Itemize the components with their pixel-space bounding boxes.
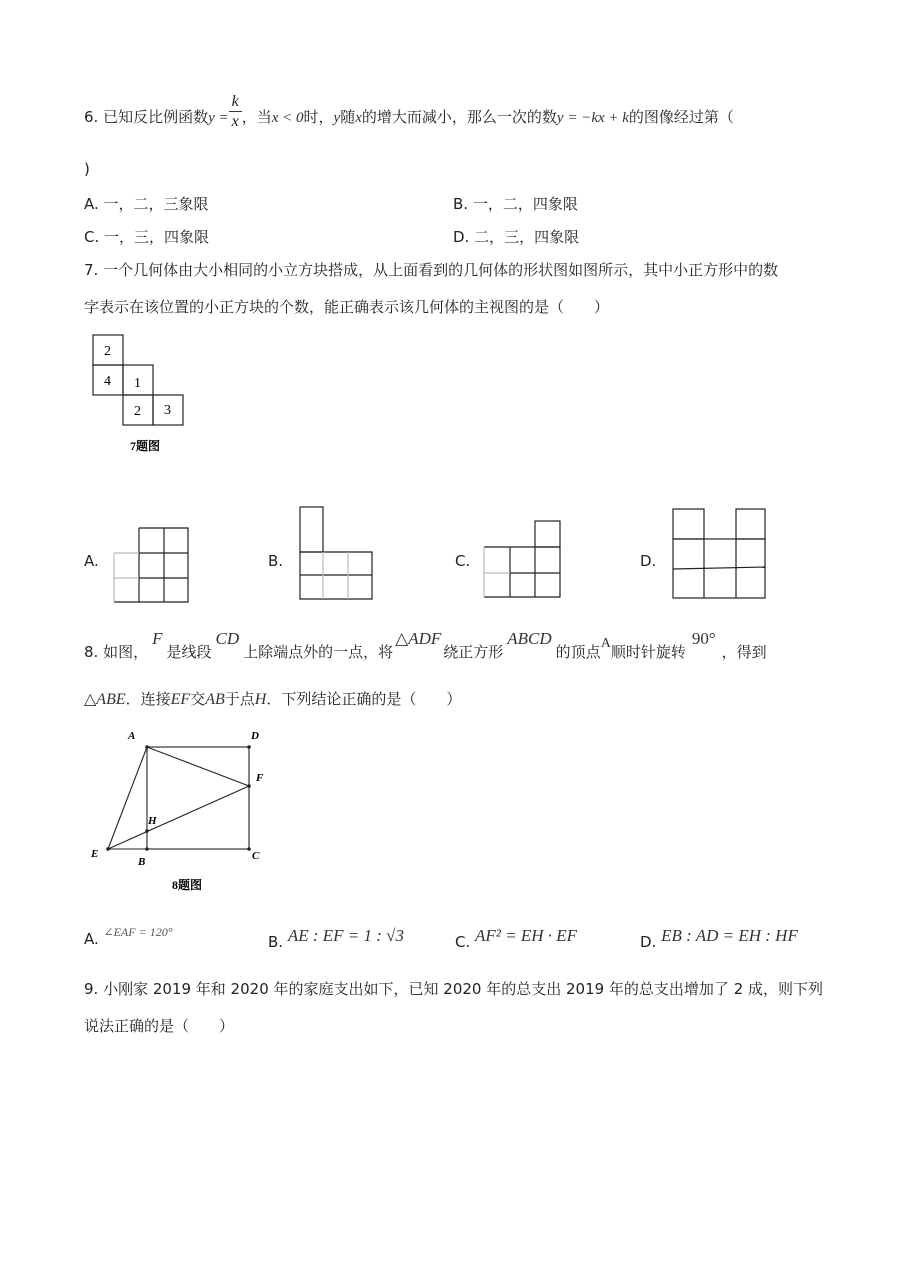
q6-text-5: 的图像经过第（	[628, 108, 734, 127]
q8-triangle-adf: △ADF	[395, 629, 442, 648]
q6-func-lhs: y =	[208, 110, 229, 127]
q8-option-c-expr: AF² = EH · EF	[475, 926, 578, 945]
q6-close-paren: )	[84, 160, 90, 178]
q6-option-a[interactable]: A. 一，二，三象限	[84, 195, 209, 213]
q8-stem-line-2	[84, 688, 461, 709]
q8-segment-ef: EF	[170, 691, 191, 708]
q6-text-2: 时，	[303, 108, 334, 127]
q8-text-1: 是线段	[166, 643, 212, 661]
q8-label-f: F	[256, 772, 264, 784]
q6-fraction-den: x	[231, 113, 239, 131]
q7-option-d-figure[interactable]	[670, 506, 770, 602]
q8-text-2: 上除端点外的一点，将	[243, 643, 394, 661]
q8-option-d-label: D.	[640, 933, 657, 951]
q6-text-1: ，当	[241, 108, 272, 127]
q8-angle-90: 90°	[691, 629, 716, 648]
q6-text-3: 随	[340, 108, 356, 127]
q8-figure-caption: 8题图	[172, 878, 203, 892]
q6-fraction	[229, 92, 242, 131]
q8-label-h: H	[148, 815, 157, 827]
q8-text-6: ，得到	[721, 643, 767, 661]
q8-option-b[interactable]	[268, 926, 405, 951]
q8-option-d[interactable]	[640, 926, 798, 951]
q6-option-d[interactable]: D. 二，三，四象限	[453, 228, 580, 246]
q7-top-view-figure	[80, 330, 200, 460]
q8-option-a-expr: ∠EAF = 120°	[103, 925, 173, 939]
q7-stem-line-1: 7. 一个几何体由大小相同的小立方块搭成，从上面看到的几何体的形状图如图所示，其中小正方形中的数	[84, 261, 779, 279]
q6-stem	[84, 93, 734, 137]
q6-option-b[interactable]: B. 一，二，四象限	[453, 195, 578, 213]
q8-square	[147, 747, 249, 849]
q7-cell-3-value: 1	[134, 376, 141, 391]
q8-option-b-label: B.	[268, 933, 284, 951]
q7-cell-1-value: 2	[104, 344, 111, 359]
q7-stem-line-2: 字表示在该位置的小正方块的个数，能正确表示该几何体的主视图的是（ ）	[84, 298, 610, 316]
q7-option-b-label[interactable]: B.	[268, 552, 284, 570]
q9-stem-line-2: 说法正确的是（ ）	[84, 1017, 235, 1035]
q6-number: 6. 已知反比例函数	[84, 108, 209, 127]
q7-option-a-figure[interactable]	[112, 526, 192, 606]
q8-label-b: B	[138, 856, 146, 868]
q7-option-c-figure[interactable]	[480, 518, 564, 602]
q8-text-8: 交	[190, 690, 206, 708]
q8-option-c-label: C.	[455, 933, 471, 951]
q8-point-h: H	[254, 691, 267, 708]
q7-cell-4-value: 2	[134, 404, 141, 419]
q8-text-9: 于点	[224, 690, 255, 708]
q8-text-3: 绕正方形	[443, 643, 504, 661]
q8-option-a[interactable]	[84, 925, 173, 948]
q7-cell-2-value: 4	[104, 374, 111, 389]
q8-number: 8. 如图，	[84, 643, 149, 661]
q7-option-c-label[interactable]: C.	[455, 552, 471, 570]
q7-option-b-figure[interactable]	[298, 505, 378, 601]
q7-cell-5-value: 3	[164, 403, 171, 418]
q8-text-4: 的顶点	[555, 643, 601, 661]
q6-var-y: y	[333, 110, 341, 127]
q8-text-10: ．下列结论正确的是（ ）	[266, 690, 462, 708]
q6-option-c[interactable]: C. 一，三，四象限	[84, 228, 210, 246]
q8-option-c[interactable]	[455, 926, 578, 951]
q7-option-a-label[interactable]: A.	[84, 552, 99, 570]
q6-fraction-num: k	[229, 92, 242, 112]
q8-label-c: C	[252, 850, 260, 862]
q8-vertex-a: A	[600, 636, 611, 651]
q8-label-d: D	[251, 730, 259, 742]
q6-var-x: x	[355, 110, 362, 127]
q6-condition: x < 0	[271, 110, 304, 127]
q8-line-af	[147, 747, 249, 786]
q8-point-f: F	[152, 629, 163, 648]
q8-text-5: 顺时针旋转	[610, 643, 686, 661]
q8-label-e: E	[91, 848, 99, 860]
q8-option-d-expr: EB : AD = EH : HF	[661, 926, 798, 945]
q8-segment-cd: CD	[215, 629, 240, 648]
q8-option-b-expr: AE : EF = 1 : √3	[287, 926, 405, 945]
q8-stem-line-1	[84, 629, 767, 672]
q7-figure-caption: 7题图	[130, 439, 161, 453]
q8-segment-ab: AB	[205, 691, 225, 708]
q8-label-a: A	[128, 730, 136, 742]
q8-triangle-abe: △ABE	[84, 691, 126, 708]
q8-geometry-figure	[86, 725, 276, 895]
q6-linear-func: y = −kx + k	[556, 110, 629, 127]
q7-option-d-label[interactable]: D.	[640, 552, 657, 570]
q8-line-ef	[108, 786, 249, 849]
q8-option-a-label: A.	[84, 930, 99, 948]
q9-stem-line-1: 9. 小刚家 2019 年和 2020 年的家庭支出如下，已知 2020 年的总支出 2019 年的总支出增加了 2 成，则下列	[84, 980, 824, 998]
q8-square-abcd: ABCD	[507, 629, 552, 648]
q8-text-7: ．连接	[125, 690, 171, 708]
q6-text-4: 的增大而减小，那么一次的数	[361, 108, 557, 127]
